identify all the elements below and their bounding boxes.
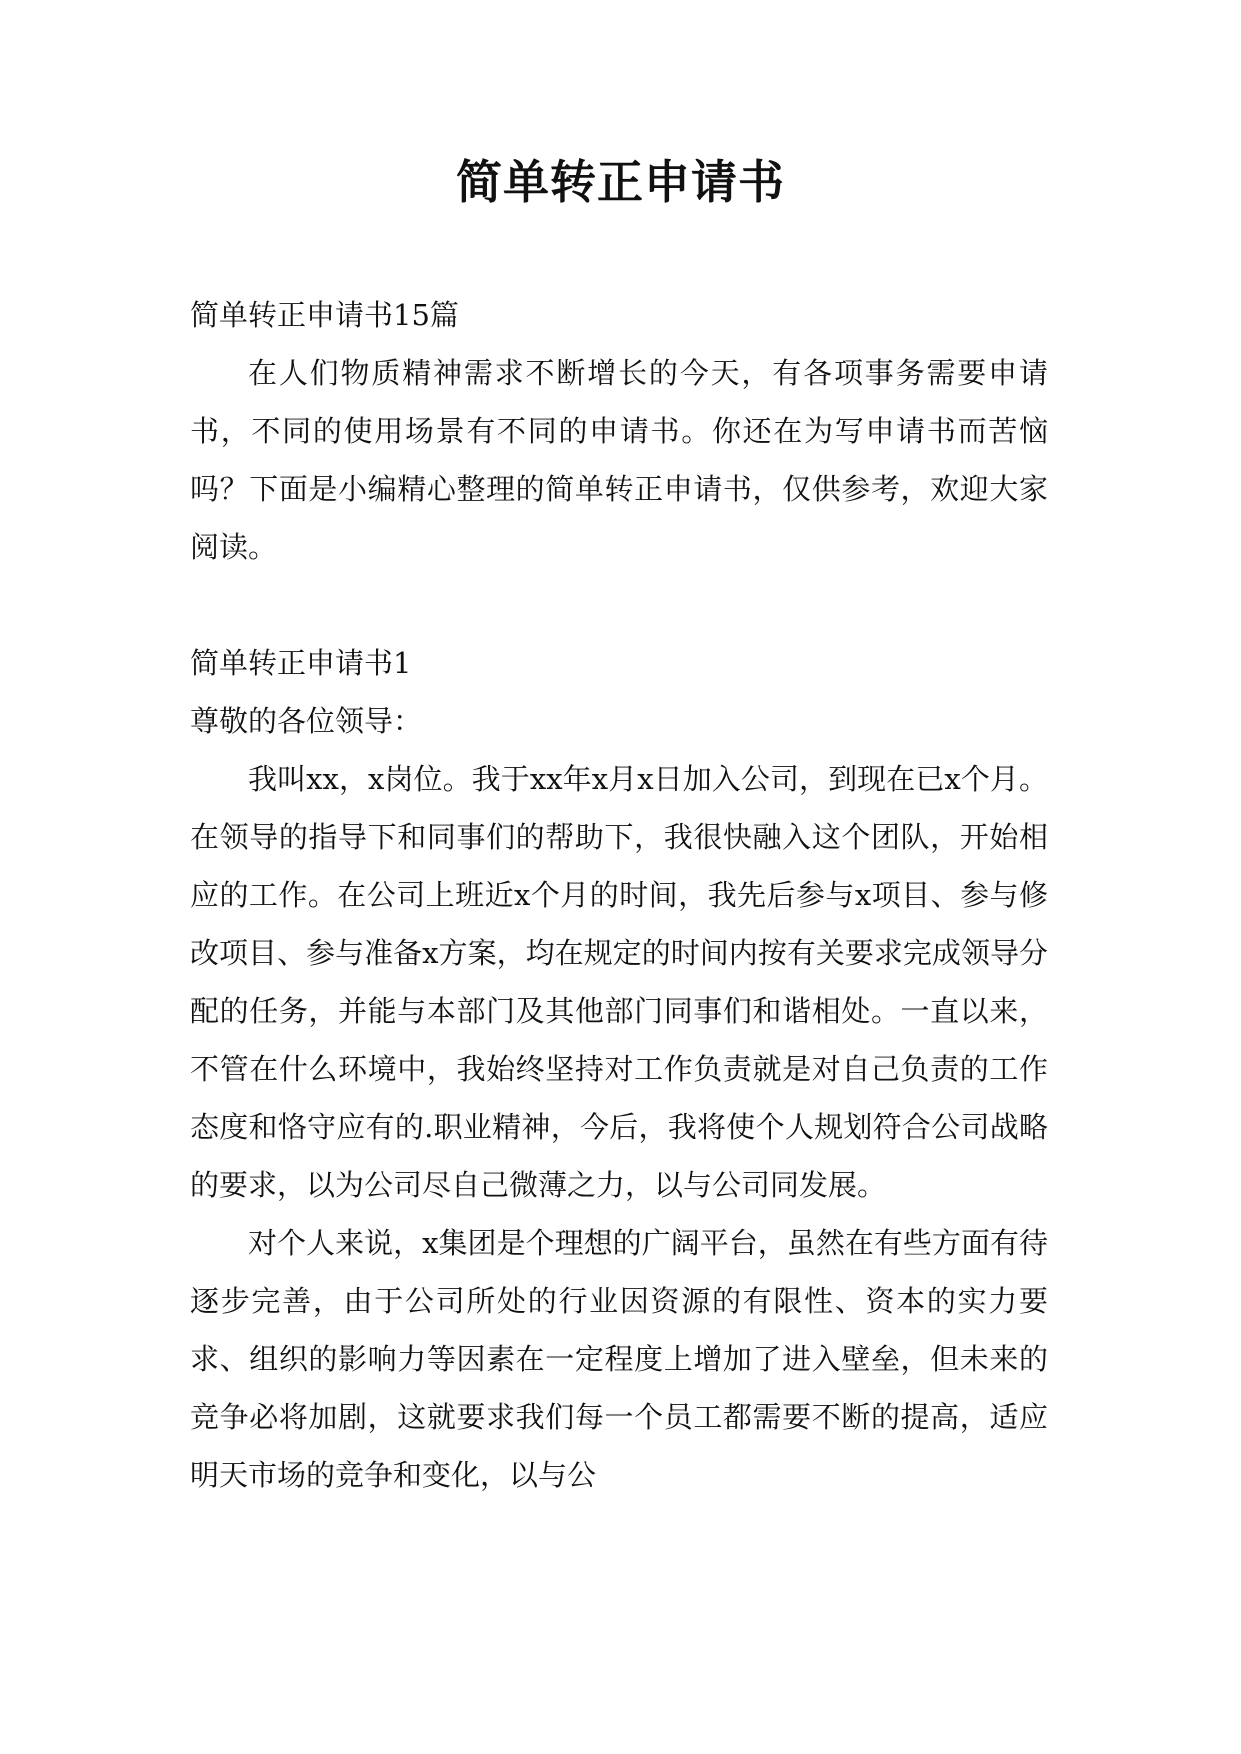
- document-title: 简单转正申请书: [456, 155, 785, 209]
- intro-paragraph: 在人们物质精神需求不断增长的今天，有各项事务需要申请书，不同的使用场景有不同的申请书。你还在为写申请书而苦恼吗？下面是小编精心整理的简单转正申请书，仅供参考，欢迎大家阅读。: [190, 356, 1048, 564]
- subtitle: 简单转正申请书15篇: [190, 298, 459, 332]
- document-body: [190, 286, 1048, 1504]
- blank-line: [190, 576, 1048, 634]
- body-paragraph-2: 对个人来说，x集团是个理想的广阔平台，虽然在有些方面有待逐步完善，由于公司所处的行业因资源的有限性、资本的实力要求、组织的影响力等因素在一定程度上增加了进入壁垒，但未来的竞争必将加剧，这就要求我们每一个员工都需要不断的提高，适应明天市场的竞争和变化，以与公: [190, 1226, 1048, 1492]
- salutation: 尊敬的各位领导：: [190, 704, 423, 738]
- section-heading: 简单转正申请书1: [190, 646, 412, 680]
- body-paragraph-1: 我叫xx，x岗位。我于xx年x月x日加入公司，到现在已x个月。在领导的指导下和同事们的帮助下，我很快融入这个团队，开始相应的工作。在公司上班近x个月的时间，我先后参与x项目、参与修改项目、参与准备x方案，均在规定的时间内按有关要求完成领导分配的任务，并能与本部门及其他部门同事们和谐相处。一直以来，不管在什么环境中，我始终坚持对工作负责就是对自己负责的工作态度和恪守应有的.职业精神，今后，我将使个人规划符合公司战略的要求，以为公司尽自己微薄之力，以与公司同发展。: [190, 762, 1048, 1202]
